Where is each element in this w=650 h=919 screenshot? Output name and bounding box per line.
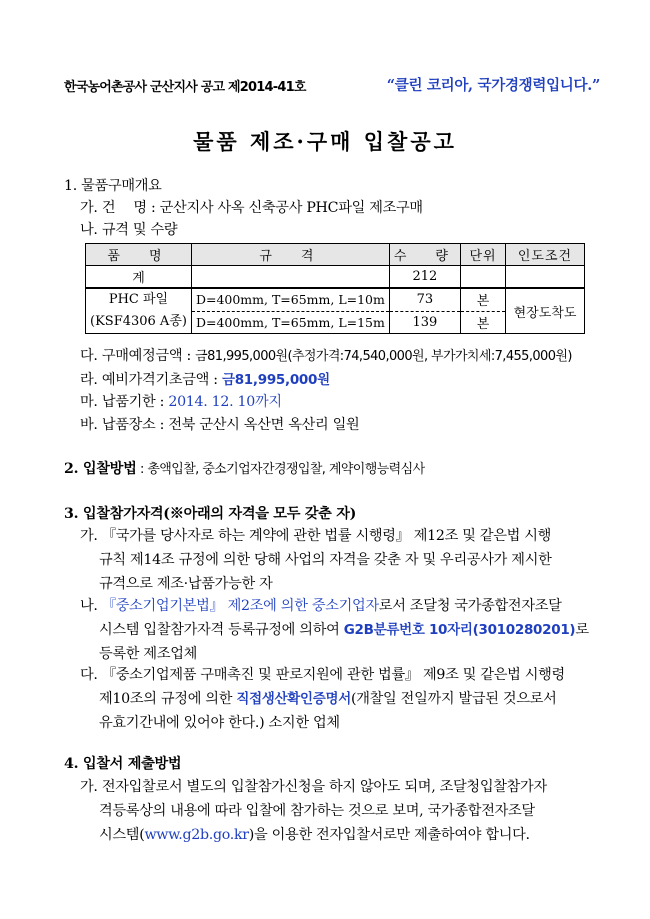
spec-table bbox=[85, 243, 585, 334]
section3-na-line3: 등록한 제조업체 bbox=[99, 646, 198, 662]
col-header-delivery: 인도조건 bbox=[506, 244, 585, 266]
section4-ga-line1: 가. 전자입찰로서 별도의 입찰참가신청을 하지 않아도 되며, 조달청입찰참가자 bbox=[80, 779, 547, 795]
row1-qty: 73 bbox=[389, 288, 460, 311]
deadline-value: 2014. 12. 10까지 bbox=[168, 394, 282, 410]
col-header-unit: 단위 bbox=[461, 244, 506, 266]
section4-heading: 4. 입찰서 제출방법 bbox=[64, 756, 182, 772]
section4-ga-line3 bbox=[80, 823, 547, 847]
base-price-label: 라. 예비가격기초금액 : bbox=[80, 372, 222, 388]
col-header-qty: 수 량 bbox=[389, 244, 460, 266]
row1-unit: 본 bbox=[461, 288, 506, 311]
section1-item-ba: 바. 납품장소 : 전북 군산시 옥산면 옥산리 일원 bbox=[80, 417, 360, 433]
na-line1-rest: 로서 조달청 국가종합전자조달 bbox=[378, 598, 562, 614]
item-name-line1: PHC 파일 bbox=[108, 292, 169, 307]
header bbox=[64, 74, 604, 96]
section3-na-line2 bbox=[80, 618, 589, 642]
section1-item-ma bbox=[80, 391, 282, 411]
section3-heading: 3. 입찰참가자격(※아래의 자격을 모두 갖춘 자) bbox=[64, 506, 357, 522]
total-unit-empty bbox=[461, 266, 506, 289]
section4-item-ga bbox=[80, 775, 547, 847]
na-prefix: 나. bbox=[80, 598, 102, 614]
delivery-condition: 현장도착도 bbox=[506, 288, 585, 334]
section3-item-ga bbox=[80, 524, 552, 596]
section4-ga-line2: 격등록상의 내용에 따라 입찰에 참가하는 것으로 보며, 국가종합전자조달 bbox=[99, 803, 535, 819]
table-header-row bbox=[86, 244, 585, 266]
section3-na-line1 bbox=[80, 594, 589, 618]
na-line2-rest: 로 bbox=[575, 622, 589, 638]
section3-da-line2 bbox=[80, 687, 565, 711]
section3-ga-line2: 규칙 제14조 규정에 의한 당해 사업의 자격을 갖춘 자 및 우리공사가 제시한 bbox=[99, 552, 552, 568]
section2-heading: 2. 입찰방법 bbox=[64, 461, 137, 477]
section3-ga-line1: 가. 『국가를 당사자로 하는 계약에 관한 법률 시행령』 제12조 및 같은법 시행 bbox=[80, 528, 552, 544]
col-header-name: 품 명 bbox=[86, 244, 192, 266]
ga3-rest: )을 이용한 전자입찰서로만 제출하여야 합니다. bbox=[248, 827, 530, 843]
section3-da-line3: 유효기간내에 있어야 한다.) 소지한 업체 bbox=[99, 715, 340, 731]
g2b-url-link[interactable]: www.g2b.go.kr bbox=[144, 827, 249, 843]
section1-item-na: 나. 규격 및 수량 bbox=[80, 222, 178, 238]
total-delivery-empty bbox=[506, 266, 585, 289]
budget-label: 다. 구매예정금액 : bbox=[80, 348, 196, 364]
item-name-line2: (KSF4306 A종) bbox=[90, 314, 187, 329]
da-line2-rest: (개찰일 전일까지 발급된 것으로서 bbox=[351, 691, 557, 707]
da-line2-start: 제10조의 규정에 의한 bbox=[99, 691, 237, 707]
base-price-value: 금81,995,000원 bbox=[221, 372, 330, 388]
section2 bbox=[64, 458, 425, 478]
direct-production-cert: 직접생산확인증명서 bbox=[236, 691, 351, 707]
table-row bbox=[86, 288, 585, 311]
total-label: 계 bbox=[86, 266, 192, 289]
row2-unit: 본 bbox=[461, 311, 506, 334]
page-title: 물품 제조·구매 입찰공고 bbox=[193, 129, 457, 154]
section3-ga-line3: 규격으로 제조·납품가능한 자 bbox=[99, 576, 273, 592]
section1-item-da bbox=[80, 345, 572, 365]
section3-da-line1: 다. 『중소기업제품 구매촉진 및 판로지원에 관한 법률』 제9조 및 같은법 시행령 bbox=[80, 667, 565, 683]
total-qty: 212 bbox=[389, 266, 460, 289]
total-spec-empty bbox=[191, 266, 389, 289]
row1-spec: D=400mm, T=65mm, L=10m bbox=[191, 288, 389, 311]
budget-value: 금81,995,000원(추정가격:74,540,000원, 부가가치세:7,455,000원) bbox=[195, 349, 572, 364]
section2-text: : 총액입찰, 중소기업자간경쟁입찰, 계약이행능력심사 bbox=[136, 462, 425, 477]
ga3-start: 시스템( bbox=[99, 827, 145, 843]
g2b-code: G2B분류번호 10자리(3010280201) bbox=[343, 622, 576, 638]
row2-spec: D=400mm, T=65mm, L=15m bbox=[191, 311, 389, 334]
table-total-row bbox=[86, 266, 585, 289]
deadline-label: 마. 납품기한 : bbox=[80, 394, 169, 410]
section1-item-ga: 가. 건 명 : 군산지사 사옥 신축공사 PHC파일 제조구매 bbox=[80, 200, 423, 216]
section1-item-ra bbox=[80, 368, 330, 389]
section3-item-na bbox=[80, 594, 589, 666]
na-line2-start: 시스템 입찰참가자격 등록규정에 의하여 bbox=[99, 622, 344, 638]
section1-heading: 1. 물품구매개요 bbox=[64, 178, 162, 194]
row2-qty: 139 bbox=[389, 311, 460, 334]
notice-number: 한국농어촌공사 군산지사 공고 제2014-41호 bbox=[64, 80, 306, 95]
section3-item-da bbox=[80, 663, 565, 735]
item-name-cell bbox=[86, 288, 192, 334]
sme-act-ref: 『중소기업기본법』 제2조에 의한 중소기업자 bbox=[101, 598, 379, 614]
slogan: “클린 코리아, 국가경쟁력입니다.” bbox=[386, 77, 600, 94]
col-header-spec: 규 격 bbox=[191, 244, 389, 266]
